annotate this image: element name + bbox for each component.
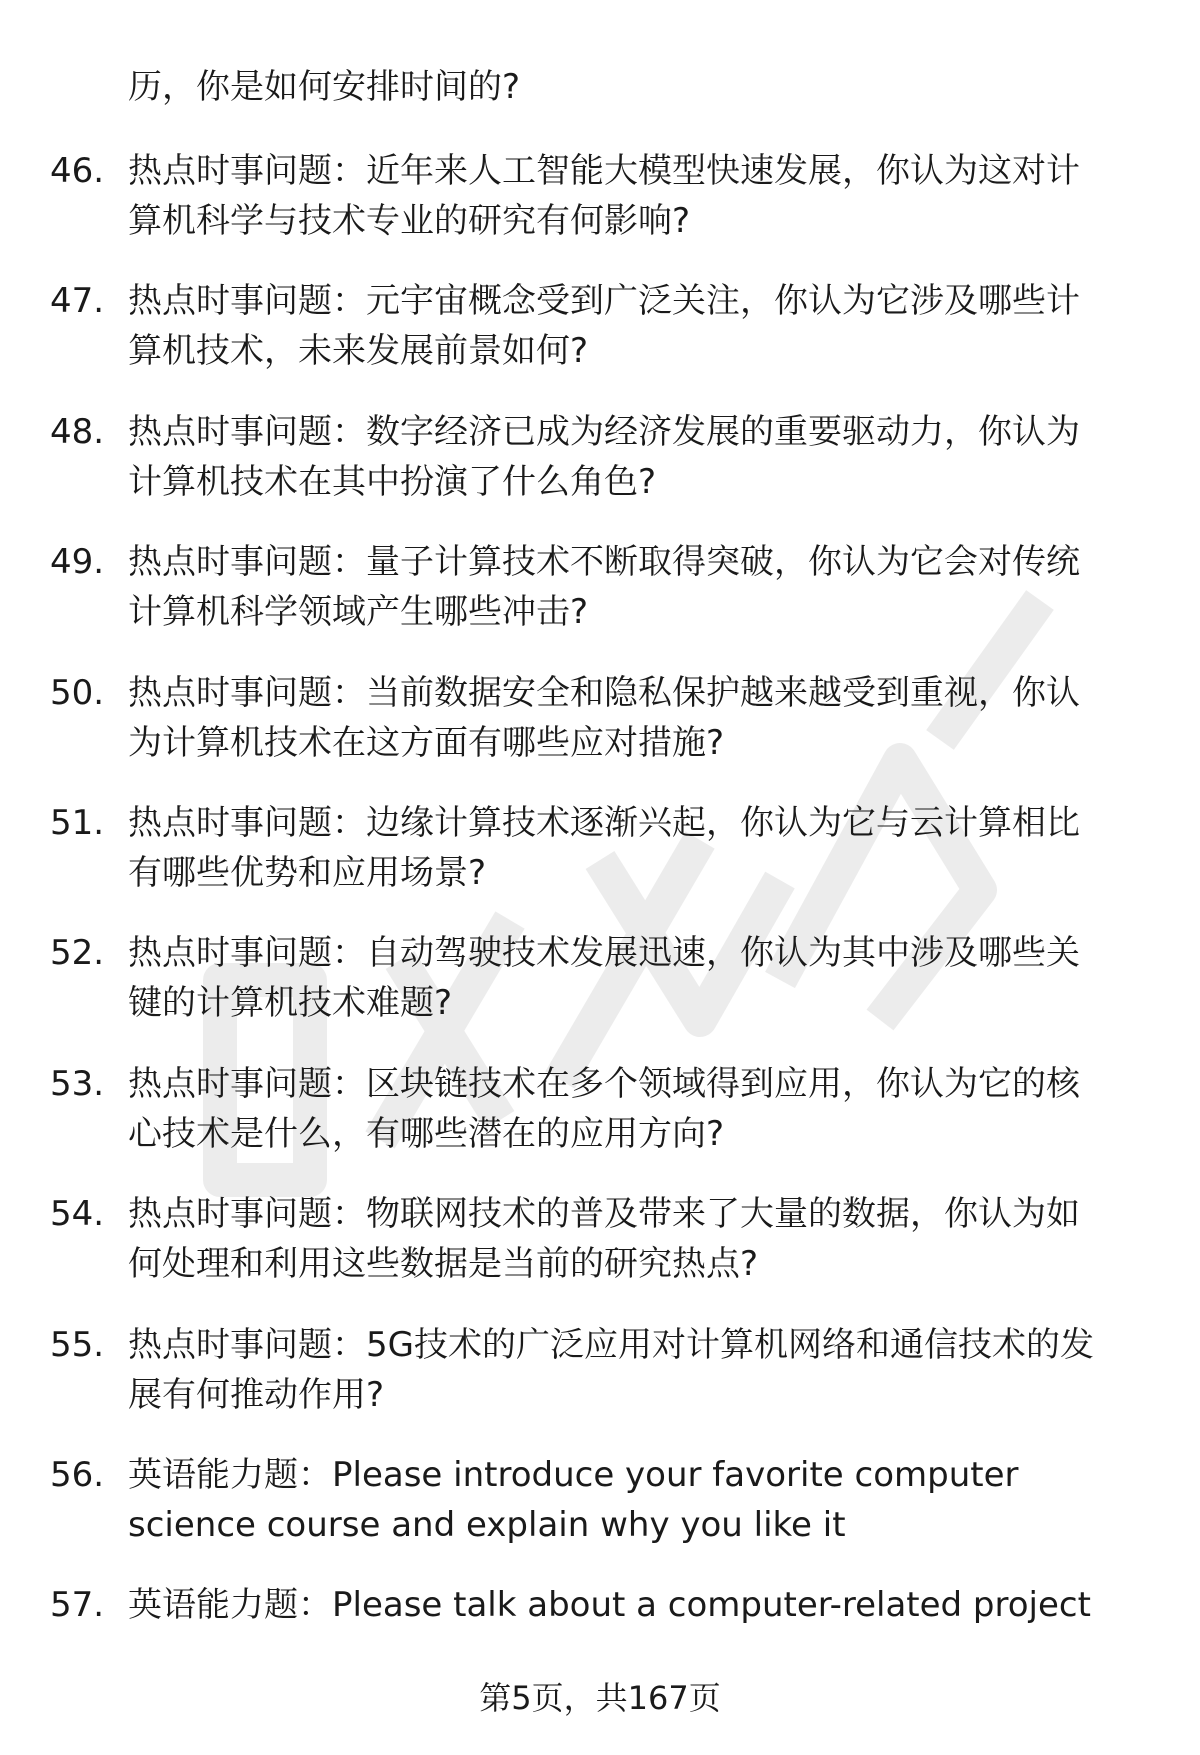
continuation-line: 历，你是如何安排时间的? bbox=[128, 67, 521, 107]
question-text-line2: 何处理和利用这些数据是当前的研究热点? bbox=[128, 1244, 759, 1285]
question-item bbox=[0, 1189, 1200, 1319]
question-item bbox=[0, 798, 1200, 928]
question-text-line2: 展有何推动作用? bbox=[128, 1374, 385, 1415]
question-text-line2: 算机科学与技术专业的研究有何影响? bbox=[128, 201, 691, 241]
question-text-line2: 键的计算机技术难题? bbox=[128, 983, 453, 1024]
question-text-line1: 英语能力题：Please talk about a computer-related project bbox=[128, 1585, 1091, 1626]
question-number: 50. bbox=[50, 672, 105, 713]
question-number: 52. bbox=[50, 933, 105, 974]
question-text-line2: 算机技术，未来发展前景如何? bbox=[128, 331, 589, 372]
question-number: 57. bbox=[50, 1585, 105, 1626]
question-text-line1: 热点时事问题：区块链技术在多个领域得到应用，你认为它的核 bbox=[128, 1063, 1080, 1104]
question-number: 53. bbox=[50, 1063, 105, 1104]
question-text-line2: 心技术是什么，有哪些潜在的应用方向? bbox=[128, 1113, 725, 1154]
question-text-line1: 热点时事问题：5G技术的广泛应用对计算机网络和通信技术的发 bbox=[128, 1324, 1094, 1365]
question-text-line2: 计算机技术在其中扮演了什么角色? bbox=[128, 461, 657, 502]
question-text-line1: 热点时事问题：边缘计算技术逐渐兴起，你认为它与云计算相比 bbox=[128, 802, 1080, 843]
question-list bbox=[0, 146, 1200, 1711]
page-number-footer: 第5页，共167页 bbox=[479, 1679, 721, 1717]
question-text-line1: 热点时事问题：量子计算技术不断取得突破，你认为它会对传统 bbox=[128, 542, 1080, 583]
question-item bbox=[0, 1450, 1200, 1580]
question-item bbox=[0, 276, 1200, 406]
question-text-line1: 英语能力题：Please introduce your favorite computer bbox=[128, 1454, 1019, 1495]
question-number: 46. bbox=[50, 151, 105, 191]
question-number: 48. bbox=[50, 411, 105, 452]
question-text-line1: 热点时事问题：自动驾驶技术发展迅速，你认为其中涉及哪些关 bbox=[128, 933, 1080, 974]
question-number: 51. bbox=[50, 802, 105, 843]
question-text-line1: 热点时事问题：物联网技术的普及带来了大量的数据，你认为如 bbox=[128, 1194, 1080, 1235]
question-number: 54. bbox=[50, 1194, 105, 1235]
question-item bbox=[0, 668, 1200, 798]
question-text-line1: 热点时事问题：元宇宙概念受到广泛关注，你认为它涉及哪些计 bbox=[128, 281, 1080, 322]
question-text-line2: 有哪些优势和应用场景? bbox=[128, 852, 487, 893]
question-item bbox=[0, 537, 1200, 667]
question-number: 49. bbox=[50, 542, 105, 583]
question-text-line2: science course and explain why you like it bbox=[128, 1504, 846, 1545]
question-item bbox=[0, 928, 1200, 1058]
question-text-line2: 为计算机技术在这方面有哪些应对措施? bbox=[128, 722, 725, 763]
question-item bbox=[0, 1059, 1200, 1189]
question-text-line1: 热点时事问题：当前数据安全和隐私保护越来越受到重视，你认 bbox=[128, 672, 1080, 713]
question-number: 56. bbox=[50, 1454, 105, 1495]
question-text-line1: 热点时事问题：数字经济已成为经济发展的重要驱动力，你认为 bbox=[128, 411, 1080, 452]
question-text-line1: 热点时事问题：近年来人工智能大模型快速发展，你认为这对计 bbox=[128, 151, 1080, 191]
question-item bbox=[0, 407, 1200, 537]
question-number: 47. bbox=[50, 281, 105, 322]
question-number: 55. bbox=[50, 1324, 105, 1365]
question-item bbox=[0, 1320, 1200, 1450]
question-item bbox=[0, 146, 1200, 276]
question-text-line2: 计算机科学领域产生哪些冲击? bbox=[128, 592, 589, 633]
